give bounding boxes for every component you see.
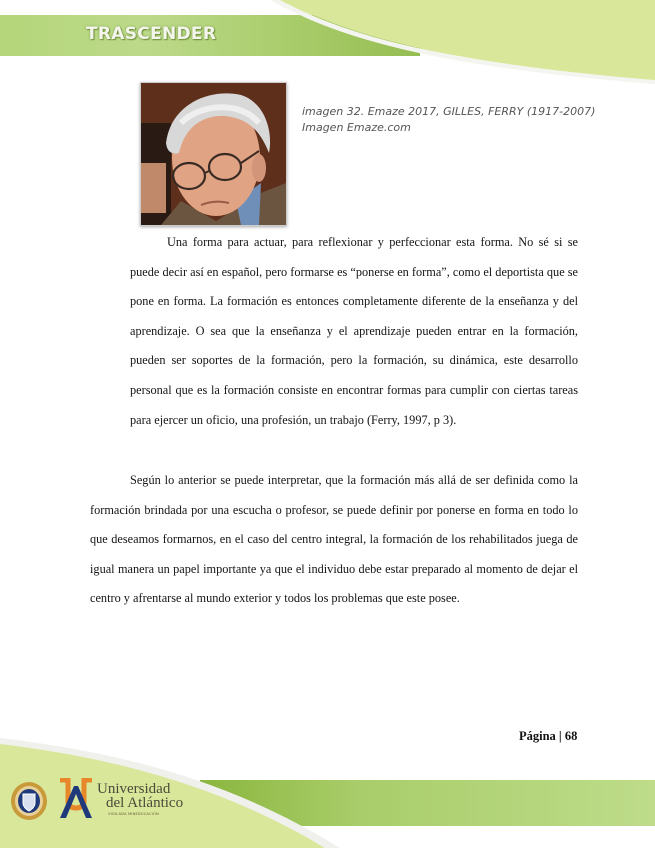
footer-decoration bbox=[0, 700, 655, 848]
figure-caption bbox=[302, 104, 595, 136]
portrait-photo bbox=[140, 82, 287, 226]
page-number: Página | 68 bbox=[519, 729, 578, 743]
university-name-line-1: Universidad bbox=[97, 781, 171, 797]
university-ua-logo-icon bbox=[56, 778, 96, 820]
caption-line-1: imagen 32. Emaze 2017, GILLES, FERRY (1917-2007) bbox=[302, 105, 596, 118]
header-title: TRASCENDER bbox=[86, 24, 217, 44]
body-paragraph: Según lo anterior se puede interpretar, que la formación más allá de ser definida como la formación brindada por una escucha o profesor, se puede definir por ponerse en forma en todo lo que deseamos formarnos, en el caso del centro integral, la formación de los rehabilitados juega de igual manera un papel importante ya que el individuo debe estar preparado al momento de dejar el centro y afrentarse al mundo exterior y todos los problemas que este posee. bbox=[90, 473, 578, 606]
university-seal-icon bbox=[10, 781, 48, 821]
caption-line-2: Imagen Emaze.com bbox=[302, 121, 411, 134]
university-name-line-2: del Atlántico bbox=[106, 795, 184, 811]
university-tagline: VIGILADA MINEDUCACIÓN bbox=[108, 812, 159, 816]
portrait-image bbox=[141, 83, 286, 225]
quote-paragraph: Una forma para actuar, para reflexionar y perfeccionar esta forma. No sé si se puede decir así en español, pero formarse es “ponerse en forma”, como el deportista que se pone en forma. La formación es entonces completamente diferente de la enseñanza y del aprendizaje. O sea que la enseñanza y el aprendizaje pueden entrar en la formación, pueden ser soportes de la formación, pero la formación, su dinámica, este desarrollo personal que es la formación consiste en encontrar formas para cumplir con ciertas tareas para ejercer un oficio, una profesión, un trabajo (Ferry, 1997, p 3). bbox=[130, 235, 578, 427]
